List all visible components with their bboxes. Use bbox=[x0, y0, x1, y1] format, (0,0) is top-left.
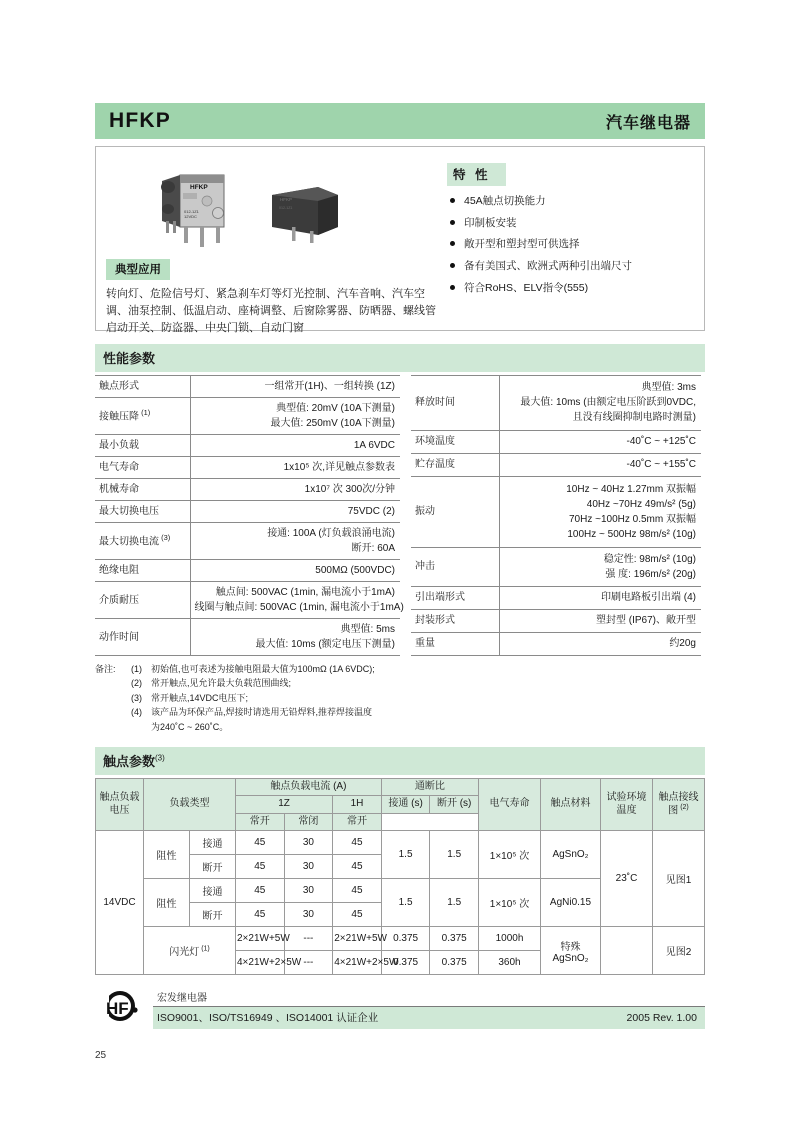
footnotes bbox=[95, 662, 425, 734]
cell-state: 断开 bbox=[190, 903, 236, 927]
relay-open-type-photo bbox=[154, 163, 254, 255]
spec-value-line: 100Hz ~ 500Hz 98m/s² (10g) bbox=[567, 528, 696, 540]
footnote-number: (2) bbox=[131, 678, 142, 689]
revision: 2005 Rev. 1.00 bbox=[626, 1011, 697, 1024]
table-row bbox=[95, 398, 400, 435]
features-area bbox=[441, 155, 694, 324]
spec-key: 最大切换电压 bbox=[95, 501, 190, 523]
header-load-type: 负载类型 bbox=[144, 778, 236, 831]
certifications: ISO9001、ISO/TS16949 、ISO14001 认证企业 bbox=[157, 1012, 379, 1025]
spec-value bbox=[499, 453, 701, 476]
spec-value-line: 1A 6VDC bbox=[353, 440, 395, 451]
cell-electrical-life: 1×10⁵ 次 bbox=[479, 879, 541, 927]
cell-1z-nc: 30 bbox=[284, 903, 333, 927]
cell-contact-material: AgNi0.15 bbox=[541, 879, 601, 927]
spec-key: 封装形式 bbox=[411, 609, 499, 632]
cell-1z-nc: --- bbox=[284, 951, 333, 975]
svg-text:HF: HF bbox=[106, 999, 129, 1019]
spec-value-line: 最大值: 250mV (10A下测量) bbox=[270, 418, 395, 429]
spec-value bbox=[190, 523, 400, 560]
data-row bbox=[96, 927, 705, 951]
cell-off-time: 1.5 bbox=[430, 879, 479, 927]
cell-sup: (1) bbox=[199, 946, 210, 954]
spec-value bbox=[190, 398, 400, 435]
spec-value-line: 1x10⁵ 次,详见触点参数表 bbox=[283, 462, 395, 473]
cell-1z-no: 4×21W+2×5W bbox=[236, 951, 285, 975]
spec-value-line: 典型值: 3ms bbox=[641, 382, 696, 394]
header-row bbox=[96, 778, 705, 796]
cell-1z-no: 45 bbox=[236, 903, 285, 927]
spec-value-line: 印刷电路板引出端 (4) bbox=[601, 592, 696, 604]
hongfa-logo-icon bbox=[97, 989, 143, 1023]
spec-key: 冲击 bbox=[411, 547, 499, 586]
spec-value-line: 一组常开(1H)、一组转换 (1Z) bbox=[264, 381, 395, 392]
spec-key: 振动 bbox=[411, 477, 499, 548]
spec-key: 最小负载 bbox=[95, 435, 190, 457]
product-model: HFKP bbox=[109, 109, 171, 132]
list-item: 备有美国式、欧洲式两种引出端尺寸 bbox=[450, 259, 694, 273]
cell-test-temperature: 23˚C bbox=[601, 831, 653, 927]
contact-section-title bbox=[95, 747, 705, 775]
spec-key: 动作时间 bbox=[95, 619, 190, 656]
spec-value-line: 40Hz ~70Hz 49m/s² (5g) bbox=[586, 498, 696, 510]
spec-value bbox=[190, 457, 400, 479]
spec-value-line: 约20g bbox=[669, 638, 696, 650]
cell-load-type: 阻性 bbox=[144, 831, 190, 879]
header-electrical-life: 电气寿命 bbox=[479, 778, 541, 831]
performance-table-left bbox=[95, 375, 404, 656]
spec-value bbox=[499, 547, 701, 586]
relay-photos bbox=[154, 159, 441, 259]
header-contact-voltage: 触点负载电压 bbox=[96, 778, 144, 831]
spec-value bbox=[499, 477, 701, 548]
footnote-number: (4) bbox=[131, 707, 142, 718]
contact-parameters-table bbox=[95, 778, 705, 976]
table-row bbox=[95, 457, 400, 479]
cell-1z-nc: 30 bbox=[284, 855, 333, 879]
table-row bbox=[95, 560, 400, 582]
spec-value-line: 触点间: 500VAC (1min, 漏电流小于1mA) bbox=[215, 587, 395, 598]
cell-1h-no: 45 bbox=[333, 855, 382, 879]
table-row bbox=[95, 582, 400, 619]
header-contact-material: 触点材料 bbox=[541, 778, 601, 831]
footnote-continuation: 为240˚C ~ 260˚C。 bbox=[151, 721, 229, 732]
data-row bbox=[96, 831, 705, 855]
spec-key: 引出端形式 bbox=[411, 586, 499, 609]
table-row bbox=[411, 430, 701, 453]
cell-off-time: 0.375 bbox=[430, 951, 479, 975]
spec-value-line: 最大值: 10ms (由额定电压阶跃到0VDC, bbox=[520, 397, 696, 409]
spec-key: 绝缘电阻 bbox=[95, 560, 190, 582]
footnote-text: 常开触点,见允许最大负载范围曲线; bbox=[151, 678, 292, 689]
spec-key: 触点形式 bbox=[95, 376, 190, 398]
cell-on-time: 0.375 bbox=[381, 951, 430, 975]
cell-test-temperature-flash bbox=[601, 927, 653, 975]
spec-value-line: 70Hz ~100Hz 0.5mm 双振幅 bbox=[569, 513, 696, 525]
cell-1z-no: 2×21W+5W bbox=[236, 927, 285, 951]
spec-value bbox=[190, 582, 404, 619]
cell-on-time: 1.5 bbox=[381, 831, 430, 879]
performance-table-right bbox=[411, 375, 701, 656]
spec-key: 环境温度 bbox=[411, 430, 499, 453]
header-1h-no: 常开 bbox=[333, 813, 382, 831]
header-test-temperature: 试验环境温度 bbox=[601, 778, 653, 831]
spec-key-sup: (1) bbox=[139, 408, 151, 418]
cell-electrical-life: 360h bbox=[479, 951, 541, 975]
spec-value-line: 1x10⁷ 次 300次/分钟 bbox=[304, 484, 395, 495]
spec-key: 接触压降 $^{(1)}$ bbox=[95, 398, 190, 435]
page-number: 25 bbox=[95, 1050, 107, 1061]
spec-value-line: 强 度: 196m/s² (20g) bbox=[605, 568, 696, 580]
table-row bbox=[95, 376, 400, 398]
list-item: 印制板安装 bbox=[450, 216, 694, 230]
page-header bbox=[95, 103, 705, 139]
spec-value bbox=[499, 430, 701, 453]
page-footer bbox=[95, 989, 705, 1029]
features-title: 特 性 bbox=[447, 163, 506, 186]
product-photo-area bbox=[106, 155, 441, 335]
table-row bbox=[95, 523, 400, 560]
list-item: 符合RoHS、ELV指令(555) bbox=[450, 281, 694, 295]
svg-text:012-1Z1: 012-1Z1 bbox=[279, 206, 293, 210]
contact-section-label: 触点参数 bbox=[103, 753, 156, 769]
spec-key: 电气寿命 bbox=[95, 457, 190, 479]
spec-value bbox=[190, 435, 400, 457]
table-row bbox=[95, 479, 400, 501]
spec-value-line: 且没有线圈抑制电路时测量) bbox=[572, 412, 696, 424]
cell-state: 断开 bbox=[190, 855, 236, 879]
cell-1h-no: 2×21W+5W bbox=[333, 927, 382, 951]
spec-key: 最大切换电流 $^{(3)}$ bbox=[95, 523, 190, 560]
table-row bbox=[411, 547, 701, 586]
cell-off-time: 1.5 bbox=[430, 831, 479, 879]
cell-1z-nc: 30 bbox=[284, 831, 333, 855]
footnote-text: 常开触点,14VDC电压下; bbox=[151, 692, 249, 703]
header-on-time: 接通 (s) bbox=[381, 796, 430, 814]
spec-value bbox=[499, 609, 701, 632]
spec-value-line: 最大值: 10ms (额定电压下测量) bbox=[255, 639, 395, 650]
cell-1z-nc: 30 bbox=[284, 879, 333, 903]
material-line: AgSnO₂ bbox=[552, 952, 589, 964]
cell-1h-no: 45 bbox=[333, 903, 382, 927]
cell-1h-no: 4×21W+2×5W bbox=[333, 951, 382, 975]
cell-contact-material: AgSnO₂ bbox=[541, 831, 601, 879]
spec-value bbox=[499, 586, 701, 609]
spec-key: 释放时间 bbox=[411, 376, 499, 431]
cell-1z-no: 45 bbox=[236, 855, 285, 879]
spec-key: 机械寿命 bbox=[95, 479, 190, 501]
spec-value bbox=[190, 501, 400, 523]
spec-value bbox=[190, 479, 400, 501]
cell-on-time: 0.375 bbox=[381, 927, 430, 951]
cell-1h-no: 45 bbox=[333, 831, 382, 855]
spec-value-line: 75VDC (2) bbox=[347, 506, 395, 517]
cell-1h-no: 45 bbox=[333, 879, 382, 903]
header-1z-nc: 常闭 bbox=[284, 813, 333, 831]
spec-key-sup: (3) bbox=[159, 533, 171, 543]
svg-text:HFKP: HFKP bbox=[280, 197, 293, 202]
footnotes-label: 备注: bbox=[95, 664, 116, 674]
table-row bbox=[411, 477, 701, 548]
table-row bbox=[411, 376, 701, 431]
performance-tables bbox=[95, 375, 705, 656]
spec-value-line: 接通: 100A (灯负载浪涌电流) bbox=[267, 528, 395, 539]
header-duty-ratio: 通断比 bbox=[381, 778, 478, 796]
table-row bbox=[411, 632, 701, 655]
cell-state: 接通 bbox=[190, 879, 236, 903]
spec-value-line: -40˚C ~ +155˚C bbox=[626, 459, 696, 471]
footnote-number: (1) bbox=[131, 664, 142, 674]
svg-text:12VDC: 12VDC bbox=[184, 214, 197, 219]
spec-value-line: 断开: 60A bbox=[351, 543, 395, 554]
contact-section-sup: (3) bbox=[155, 753, 165, 763]
cell-load-type: 阻性 bbox=[144, 879, 190, 927]
company-name: 宏发继电器 bbox=[153, 989, 705, 1007]
spec-key: 贮存温度 bbox=[411, 453, 499, 476]
cell-electrical-life: 1×10⁵ 次 bbox=[479, 831, 541, 879]
table-row bbox=[95, 435, 400, 457]
footnote-number: (3) bbox=[131, 692, 142, 703]
spec-value bbox=[499, 632, 701, 655]
svg-text:012-1Z1: 012-1Z1 bbox=[184, 209, 199, 214]
svg-text:HFKP: HFKP bbox=[190, 184, 208, 191]
spec-value-line: 塑封型 (IP67)、敞开型 bbox=[595, 615, 696, 627]
spec-value-line: 稳定性: 98m/s² (10g) bbox=[603, 553, 696, 565]
cell-state: 接通 bbox=[190, 831, 236, 855]
spec-key: 重量 bbox=[411, 632, 499, 655]
spec-value-line: 线圈与触点间: 500VAC (1min, 漏电流小于1mA) bbox=[194, 602, 404, 613]
applications-badge: 典型应用 bbox=[106, 259, 170, 280]
relay-sealed-type-photo bbox=[266, 181, 344, 243]
material-line: 特殊 bbox=[560, 941, 581, 953]
header-1z: 1Z bbox=[236, 796, 333, 814]
features-list bbox=[450, 194, 694, 295]
cell-wiring-diagram: 见图1 bbox=[653, 831, 705, 927]
applications-text: 转向灯、危险信号灯、紧急刹车灯等灯光控制、汽车音响、汽车空调、油泵控制、低温启动、座椅调整、后窗除雾器、防晒器、螺线管启动开关、防盗器、中央门锁、自动门窗 bbox=[106, 288, 436, 335]
cell-contact-material-flash bbox=[541, 927, 601, 975]
cell-sup: (2) bbox=[678, 804, 689, 812]
spec-value bbox=[499, 376, 701, 431]
overview-panel bbox=[95, 146, 705, 335]
performance-section-title: 性能参数 bbox=[95, 344, 705, 372]
cell-electrical-life: 1000h bbox=[479, 927, 541, 951]
header-1z-no: 常开 bbox=[236, 813, 285, 831]
table-row bbox=[95, 619, 400, 656]
table-row bbox=[95, 501, 400, 523]
cell-load-type-flash: 闪光灯 $^{(1)}$ bbox=[144, 927, 236, 975]
cell-contact-voltage: 14VDC bbox=[96, 831, 144, 975]
spec-key: 介质耐压 bbox=[95, 582, 190, 619]
spec-value-line: 10Hz ~ 40Hz 1.27mm 双振幅 bbox=[566, 483, 696, 495]
cell-1z-nc: --- bbox=[284, 927, 333, 951]
header-1h: 1H bbox=[333, 796, 382, 814]
header-off-time: 断开 (s) bbox=[430, 796, 479, 814]
header-wiring-diagram: 触点接线图 $^{(2)}$ bbox=[653, 778, 705, 831]
list-item: 45A触点切换能力 bbox=[450, 194, 694, 208]
list-item: 敞开型和塑封型可供选择 bbox=[450, 237, 694, 251]
table-row bbox=[411, 453, 701, 476]
table-row bbox=[411, 609, 701, 632]
spec-value bbox=[190, 560, 400, 582]
footnote-text: 该产品为环保产品,焊接时请选用无铅焊料,推荐焊接温度 bbox=[151, 707, 373, 718]
cell-wiring-diagram: 见图2 bbox=[653, 927, 705, 975]
product-category: 汽车继电器 bbox=[605, 114, 691, 132]
cell-1z-no: 45 bbox=[236, 879, 285, 903]
spec-value-line: -40˚C ~ +125˚C bbox=[626, 436, 696, 448]
table-row bbox=[411, 586, 701, 609]
spec-value-line: 典型值: 20mV (10A下测量) bbox=[276, 403, 395, 414]
cell-off-time: 0.375 bbox=[430, 927, 479, 951]
footnote-text: 初始值,也可表述为接触电阻最大值为100mΩ (1A 6VDC); bbox=[151, 664, 375, 674]
spec-value-line: 500MΩ (500VDC) bbox=[315, 565, 395, 576]
cell-on-time: 1.5 bbox=[381, 879, 430, 927]
spec-value-line: 典型值: 5ms bbox=[340, 624, 395, 635]
cell-1z-no: 45 bbox=[236, 831, 285, 855]
spec-value bbox=[190, 376, 400, 398]
header-load-current: 触点负载电流 (A) bbox=[236, 778, 382, 796]
spec-value bbox=[190, 619, 400, 656]
